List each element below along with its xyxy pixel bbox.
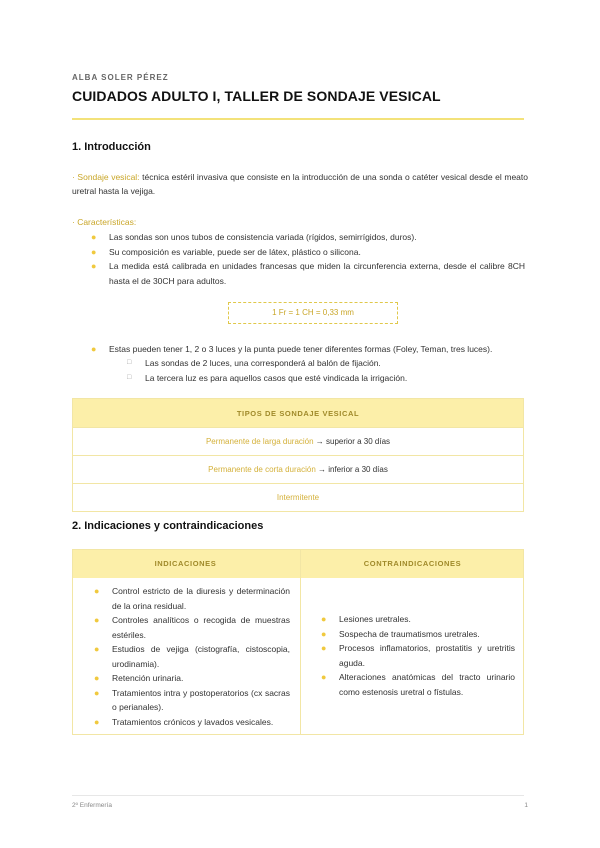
list-item: ● Alteraciones anatómicas del tracto urinario como estenosis uretral o fístulas. — [321, 672, 515, 697]
contraindicaciones-header: CONTRAINDICACIONES — [363, 559, 462, 568]
bullet-icon: ● — [91, 344, 97, 354]
document-title: CUIDADOS ADULTO I, TALLER DE SONDAJE VESICAL — [72, 88, 441, 104]
list-item: ● Lesiones uretrales. — [321, 612, 515, 627]
luces-sub-list — [127, 356, 525, 385]
column-divider — [300, 550, 301, 734]
author-name: ALBA SOLER PÉREZ — [72, 73, 169, 82]
bullet-icon: ● — [94, 586, 100, 596]
indicaciones-list — [94, 584, 290, 729]
list-item: ● La medida está calibrada en unidades francesas que miden la circunferencia externa, desde el calibre 8CH hasta el de 30CH para adultos. — [91, 261, 525, 286]
footer-divider — [72, 795, 524, 796]
table-row: Intermitente — [73, 484, 524, 512]
bullet-icon: ● — [94, 615, 100, 625]
list-item: ● Estudios de vejiga (cistografía, cistoscopia, urodinamia). — [94, 644, 290, 669]
list-item: ● Control estricto de la diuresis y determinación de la orina residual. — [94, 586, 290, 611]
contraindicaciones-list — [321, 612, 515, 699]
page-number: 1 — [524, 802, 528, 809]
sondaje-label: · Sondaje vesical: — [72, 172, 140, 182]
caracteristicas-label: · Características: — [72, 217, 137, 227]
bullet-icon: ● — [94, 716, 100, 727]
list-item: ● Procesos inflamatorios, prostatitis y uretritis aguda. — [321, 643, 515, 668]
table-row: Permanente de corta duración → inferior a 30 días — [73, 456, 524, 484]
square-bullet-icon: □ — [127, 359, 132, 366]
bullet-icon: ● — [94, 687, 100, 698]
formula-box: 1 Fr = 1 CH = 0,33 mm — [228, 302, 398, 324]
list-item: ● Sospecha de traumatismos uretrales. — [321, 627, 515, 642]
list-item: ● Las sondas son unos tubos de consistencia variada (rígidos, semirrígidos, duros). — [91, 230, 525, 245]
indicaciones-header: INDICACIONES — [154, 559, 217, 568]
list-item: □ Las sondas de 2 luces, una corresponderá al balón de fijación. — [127, 356, 525, 371]
title-divider — [72, 118, 524, 120]
tipos-table-header: TIPOS DE SONDAJE VESICAL — [73, 399, 524, 428]
table-row: Permanente de larga duración → superior a 30 días — [73, 428, 524, 456]
indicaciones-table — [72, 549, 524, 735]
sondaje-definition — [72, 170, 528, 198]
list-item: ● Su composición es variable, puede ser de látex, plástico o silicona. — [91, 245, 525, 260]
list-item: ● Tratamientos intra y postoperatorios (cx sacras o perianales). — [94, 687, 290, 712]
bullet-icon: ● — [91, 246, 97, 257]
bullet-icon: ● — [321, 614, 327, 624]
bullet-icon: ● — [321, 628, 327, 639]
list-item: □ La tercera luz es para aquellos casos que esté vindicada la irrigación. — [127, 371, 525, 386]
caracteristicas-list — [91, 230, 525, 288]
section-heading-introduccion: 1. Introducción — [72, 141, 151, 153]
bullet-icon: ● — [91, 232, 97, 242]
bullet-icon: ● — [94, 673, 100, 683]
footer-course: 2º Enfermería — [72, 802, 112, 809]
bullet-icon: ● — [94, 644, 100, 654]
bullet-icon: ● — [321, 643, 327, 653]
luces-list — [91, 342, 525, 357]
section-heading-indicaciones: 2. Indicaciones y contraindicaciones — [72, 520, 264, 532]
bullet-icon: ● — [91, 261, 97, 271]
sondaje-text: técnica estéril invasiva que consiste en la introducción de una sonda o catéter vesical desde el meato uretral hasta la vejiga. — [72, 172, 528, 196]
list-item: ● Tratamientos crónicos y lavados vesicales. — [94, 715, 290, 730]
bullet-icon: ● — [321, 672, 327, 682]
square-bullet-icon: □ — [127, 373, 132, 381]
list-item: ● Controles analíticos o recogida de muestras estériles. — [94, 615, 290, 640]
tipos-sondaje-table — [72, 398, 524, 512]
list-item: ● Retención urinaria. — [94, 671, 290, 686]
list-item: ● Estas pueden tener 1, 2 o 3 luces y la punta puede tener diferentes formas (Foley, Teman, tres luces). — [91, 342, 525, 357]
indicaciones-table-header — [73, 550, 523, 578]
